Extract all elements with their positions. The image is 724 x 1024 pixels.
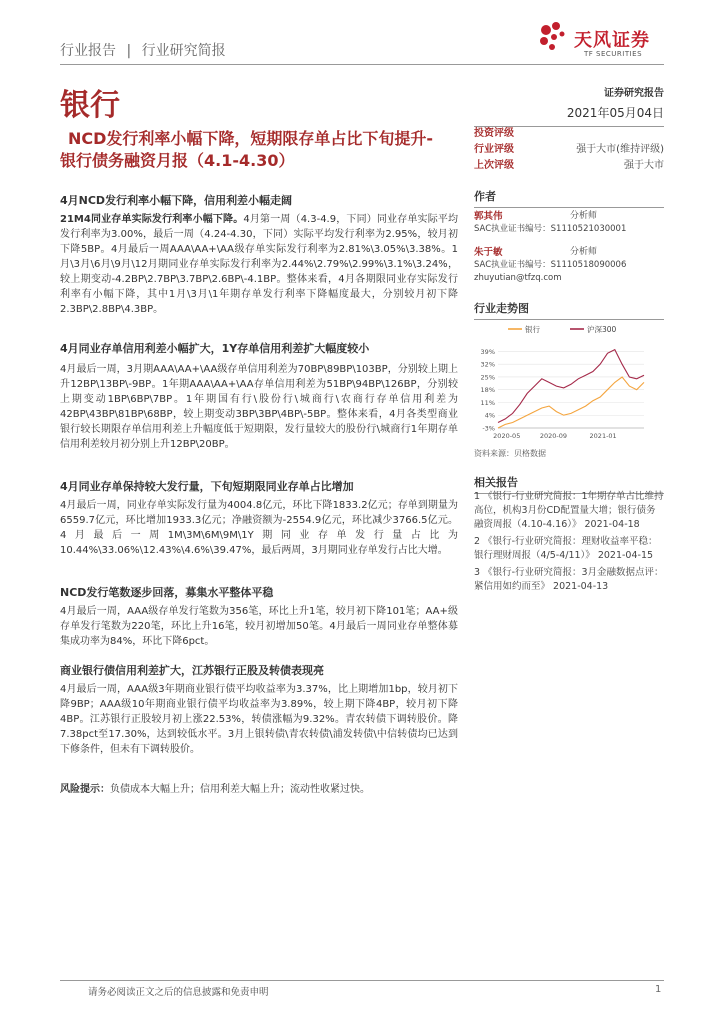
report-category bbox=[60, 40, 226, 60]
authors-section bbox=[474, 188, 664, 208]
rating-prev-value: 强于大市 bbox=[624, 160, 664, 171]
section-4-heading: NCD发行笔数逐步回落，募集水平整体平稳 bbox=[60, 586, 274, 599]
report-subtype: 行业研究简报 bbox=[141, 43, 226, 59]
legend-label: 沪深300 bbox=[587, 325, 617, 334]
report-title bbox=[60, 128, 458, 172]
footer-disclaimer[interactable]: 请务必阅读正文之后的信息披露和免责申明 bbox=[88, 987, 269, 998]
logo-mark-icon bbox=[536, 20, 572, 56]
chart-x-ticks bbox=[493, 432, 617, 440]
rating-industry-label: 行业评级 bbox=[474, 144, 514, 155]
rating-title: 投资评级 bbox=[474, 128, 514, 139]
y-tick-label: -3% bbox=[482, 424, 495, 433]
section-2-paragraph: 4月最后一周，3月期AAA\AA+\AA级存单信用利差为70BP\89BP\103BP，分别较上期上升12BP\13BP\-9BP。1年期AAA\AA+\AA存单信用利差为51BP\94BP\126BP，分别较上期变动1BP\6BP\7BP。1年期国有行\股份行\城商行\农商行存单信用利差为42BP\43BP\81BP\68BP，较上期变动3BP\3BP\4BP\-5BP。整体来看，4月各类型商业银行较长期限存单信用利差上升幅度低于短期限，发行量较大的股份行\城商行1年期存单信用利差较月初分别上升12BP\20BP。 bbox=[60, 364, 458, 450]
footer-divider bbox=[60, 980, 664, 981]
risk-text: 负债成本大幅上升；信用利差大幅上升；流动性收紧过快。 bbox=[110, 784, 370, 795]
y-tick-label: 11% bbox=[480, 398, 495, 407]
analyst-1-name: 郭其伟 bbox=[474, 211, 503, 222]
related-title: 相关报告 bbox=[474, 476, 518, 489]
page-number: 1 bbox=[655, 984, 662, 995]
x-tick-label: 2021-01 bbox=[589, 432, 617, 440]
chart-y-ticks bbox=[481, 348, 495, 433]
industry-title: 银行 bbox=[60, 88, 120, 123]
chart-legend bbox=[508, 324, 617, 334]
header-separator: | bbox=[126, 43, 132, 59]
report-date: 2021年05月04日 bbox=[566, 106, 664, 120]
authors-divider bbox=[474, 207, 664, 208]
logo-english-name: TF SECURITIES bbox=[584, 50, 643, 58]
section-1-heading: 4月NCD发行利率小幅下降，信用利差小幅走阔 bbox=[60, 194, 293, 207]
header-divider bbox=[60, 64, 664, 65]
report-meta bbox=[474, 84, 664, 127]
analyst-1-role: 分析师 bbox=[570, 211, 598, 221]
rating-prev-label: 上次评级 bbox=[474, 160, 514, 171]
report-title-line2: 银行债务融资月报（4.1-4.30） bbox=[60, 151, 295, 170]
section-5-heading: 商业银行债信用利差扩大，江苏银行正股及转债表现亮 bbox=[60, 664, 324, 677]
company-logo bbox=[536, 20, 666, 64]
section-2-heading: 4月同业存单信用利差小幅扩大，1Y存单信用利差扩大幅度较小 bbox=[60, 342, 370, 355]
x-tick-label: 2020-09 bbox=[539, 432, 568, 440]
related-report-item[interactable]: 3 《银行-行业研究简报：3月金融数据点评：紧信用如约而至》 2021-04-13 bbox=[474, 567, 664, 592]
section-4-paragraph: 4月最后一周，AAA级存单发行笔数为356笔，环比上升1笔，较月初下降101笔；AA+级存单发行笔数为220笔，环比上升16笔，较月初增加50笔。4月最后一周同业存单整体募集成功率为84%，环比下降6pct。 bbox=[60, 606, 458, 647]
trend-section bbox=[474, 300, 664, 320]
rating-industry-row bbox=[474, 140, 664, 155]
related-reports-list bbox=[474, 490, 664, 597]
authors-title: 作者 bbox=[474, 190, 496, 203]
section-1-lead: 21M4同业存单实际发行利率小幅下降。 bbox=[60, 214, 244, 225]
risk-warning bbox=[60, 782, 458, 797]
legend-label: 银行 bbox=[525, 325, 540, 334]
section-5-paragraph: 4月最后一周，AAA级3年期商业银行债平均收益率为3.37%，比上期增加1bp，较月初下降9BP；AAA级10年期商业银行债平均收益率为3.89%，较上期下降4BP，较月初下降4BP。江苏银行正股较月初上涨22.53%，转债涨幅为9.32%。青农转债下调转股价。降7.38pct至17.30%，达到较低水平。3月上银转债\青农转债\浦发转债\中信转债均已达到下修条件，但未有下调转股价。 bbox=[60, 684, 458, 755]
rating-industry-value: 强于大市(维持评级) bbox=[576, 144, 664, 155]
report-title-line1: NCD发行利率小幅下降，短期限存单占比下旬提升- bbox=[68, 129, 434, 148]
section-3-paragraph: 4月最后一周，同业存单实际发行量为4004.8亿元，环比下降1833.2亿元；存单到期量为6559.7亿元，环比增加1933.3亿元；净融资额为-2554.9亿元，环比减少3766.5亿元。4月最后一周1M\3M\6M\9M\1Y期同业存单发行量占比为10.44%\33.06%\12.43%\4.6%\39.47%，最后两周，3月期同业存单发行占比大增。 bbox=[60, 500, 458, 556]
risk-lead: 风险提示： bbox=[60, 784, 110, 795]
trend-title: 行业走势图 bbox=[474, 302, 529, 315]
section-3-heading: 4月同业存单保持较大发行量，下旬短期限同业存单占比增加 bbox=[60, 480, 354, 493]
report-type: 行业报告 bbox=[60, 43, 116, 59]
series-line-csi300 bbox=[498, 350, 644, 423]
chart-grid bbox=[498, 351, 644, 428]
analyst-2-license: SAC执业证书编号：S1110518090006 bbox=[474, 260, 627, 270]
analyst-2 bbox=[474, 246, 664, 285]
chart-source: 资料来源：贝格数据 bbox=[474, 449, 546, 458]
analyst-2-role: 分析师 bbox=[570, 247, 598, 257]
analyst-1-license: SAC执业证书编号：S1110521030001 bbox=[474, 224, 627, 234]
y-tick-label: 18% bbox=[480, 386, 495, 395]
y-tick-label: 39% bbox=[480, 347, 495, 356]
analyst-2-name: 朱于敏 bbox=[474, 247, 503, 258]
y-tick-label: 32% bbox=[480, 360, 495, 369]
related-report-item[interactable]: 1 《银行-行业研究简报：1年期存单占比维持高位，机构3月份CD配置量大增；银行债务融资周报（4.10-4.16）》 2021-04-18 bbox=[474, 491, 664, 530]
analyst-1 bbox=[474, 210, 664, 236]
section-1-text: 4月第一周（4.3-4.9，下同）同业存单实际平均发行利率为3.00%，最后一周（4.24-4.30，下同）实际平均发行利率为2.95%，较月初下降5BP。4月最后一周AAA\AA+\AA级存单实际发行利率为2.81%\3.05%\3.38%。1月\3月\6月\9月\12月期同业存单实际发行利率为2.44%\2.79%\2.99%\3.1%\3.24%，较上期变动-4.2BP\2.7BP\3.7BP\2.6BP\-4.1BP。整体来看，4月各期限同业存实际发行利率有小幅下降，其中1月\3月\1年期存单发行利率下降幅度最大，分别较月初下降2.3BP\2.8BP\4.3BP。 bbox=[60, 214, 459, 315]
chart-series bbox=[498, 350, 644, 428]
trend-divider bbox=[474, 319, 664, 320]
analyst-2-email[interactable]: zhuyutian@tfzq.com bbox=[474, 273, 562, 283]
trend-chart-svg bbox=[474, 322, 664, 446]
section-1-paragraph bbox=[60, 212, 458, 317]
report-kind: 证券研究报告 bbox=[604, 88, 664, 99]
trend-chart bbox=[474, 322, 664, 446]
y-tick-label: 25% bbox=[480, 373, 495, 382]
logo-name: 天风证券 bbox=[574, 30, 650, 51]
rating-prev-row bbox=[474, 156, 664, 171]
related-report-item[interactable]: 2 《银行-行业研究简报：理财收益率平稳：银行理财周报（4/5-4/11）》 2021-04-15 bbox=[474, 536, 658, 561]
x-tick-label: 2020-05 bbox=[493, 432, 521, 440]
y-tick-label: 4% bbox=[484, 411, 495, 420]
